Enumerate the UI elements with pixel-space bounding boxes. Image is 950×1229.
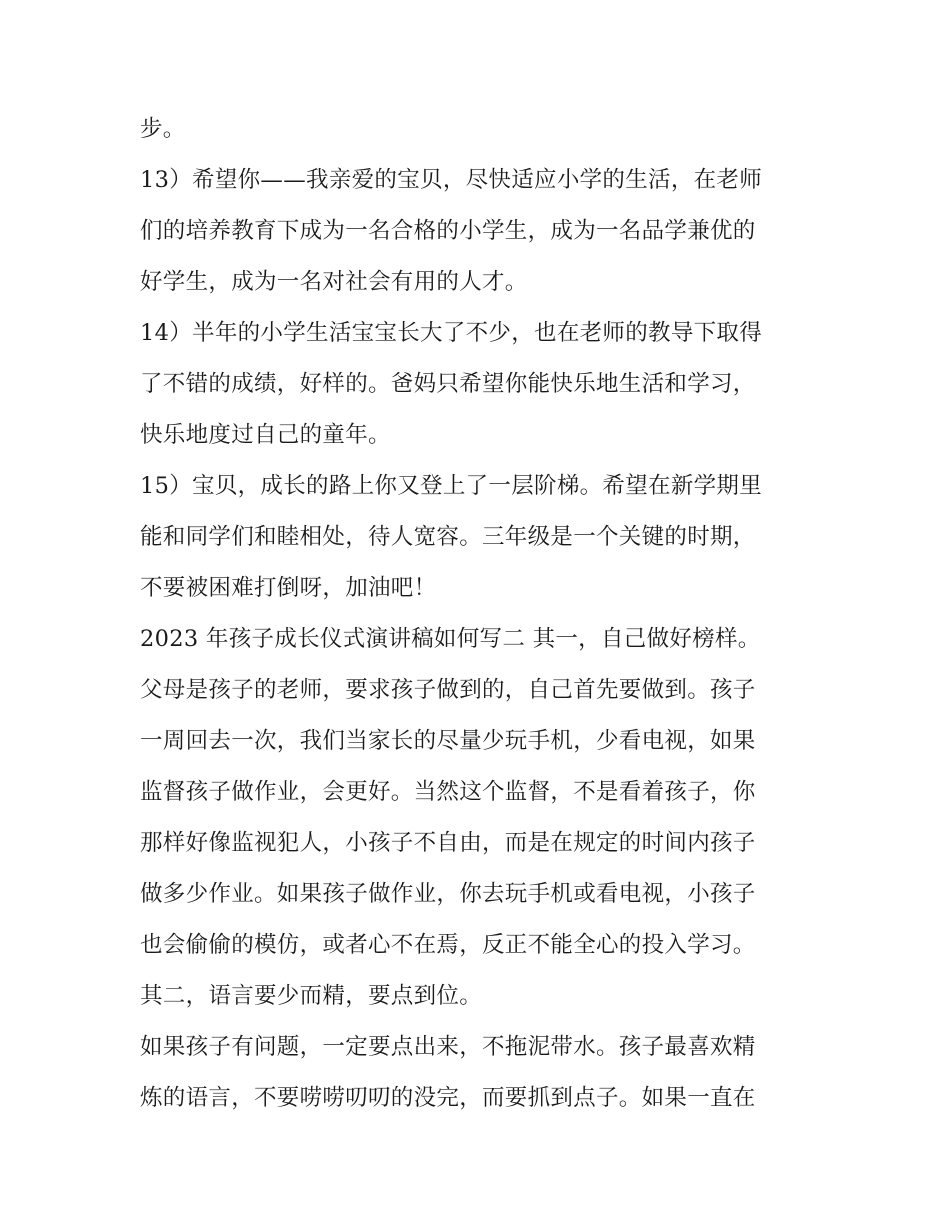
text-line: 好学生，成为一名对社会有用的人才。 [140, 269, 528, 295]
body-text [140, 104, 820, 1124]
text-line: 能和同学们和睦相处，待人宽容。三年级是一个关键的时期， [140, 524, 756, 550]
text-line: 14）半年的小学生活宝宝长大了不少，也在老师的教导下取得 [140, 320, 763, 346]
text-line: 15）宝贝，成长的路上你又登上了一层阶梯。希望在新学期里 [140, 473, 763, 499]
text-line: 了不错的成绩，好样的。爸妈只希望你能快乐地生活和学习， [140, 371, 756, 397]
text-line: 一周回去一次，我们当家长的尽量少玩手机，少看电视，如果 [140, 728, 756, 754]
section-heading-line: 2023 年孩子成长仪式演讲稿如何写二 其一，自己做好榜样。 [140, 626, 761, 652]
text-line: 如果孩子有问题，一定要点出来，不拖泥带水。孩子最喜欢精 [140, 1034, 756, 1060]
text-line: 13）希望你——我亲爱的宝贝，尽快适应小学的生活，在老师 [140, 167, 763, 193]
text-line: 那样好像监视犯人，小孩子不自由，而是在规定的时间内孩子 [140, 830, 756, 856]
text-line: 炼的语言，不要唠唠叨叨的没完，而要抓到点子。如果一直在 [140, 1085, 756, 1111]
text-line: 快乐地度过自己的童年。 [140, 422, 391, 448]
text-line: 父母是孩子的老师，要求孩子做到的，自己首先要做到。孩子 [140, 677, 756, 703]
text-line: 不要被困难打倒呀，加油吧！ [140, 575, 437, 601]
text-line: 步。 [140, 116, 186, 142]
text-line: 做多少作业。如果孩子做作业，你去玩手机或看电视，小孩子 [140, 881, 756, 907]
text-line: 监督孩子做作业，会更好。当然这个监督，不是看着孩子，你 [140, 779, 756, 805]
text-line: 也会偷偷的模仿，或者心不在焉，反正不能全心的投入学习。 [140, 932, 756, 958]
subheading-line: 其二，语言要少而精，要点到位。 [140, 983, 483, 1009]
text-line: 们的培养教育下成为一名合格的小学生，成为一名品学兼优的 [140, 218, 756, 244]
